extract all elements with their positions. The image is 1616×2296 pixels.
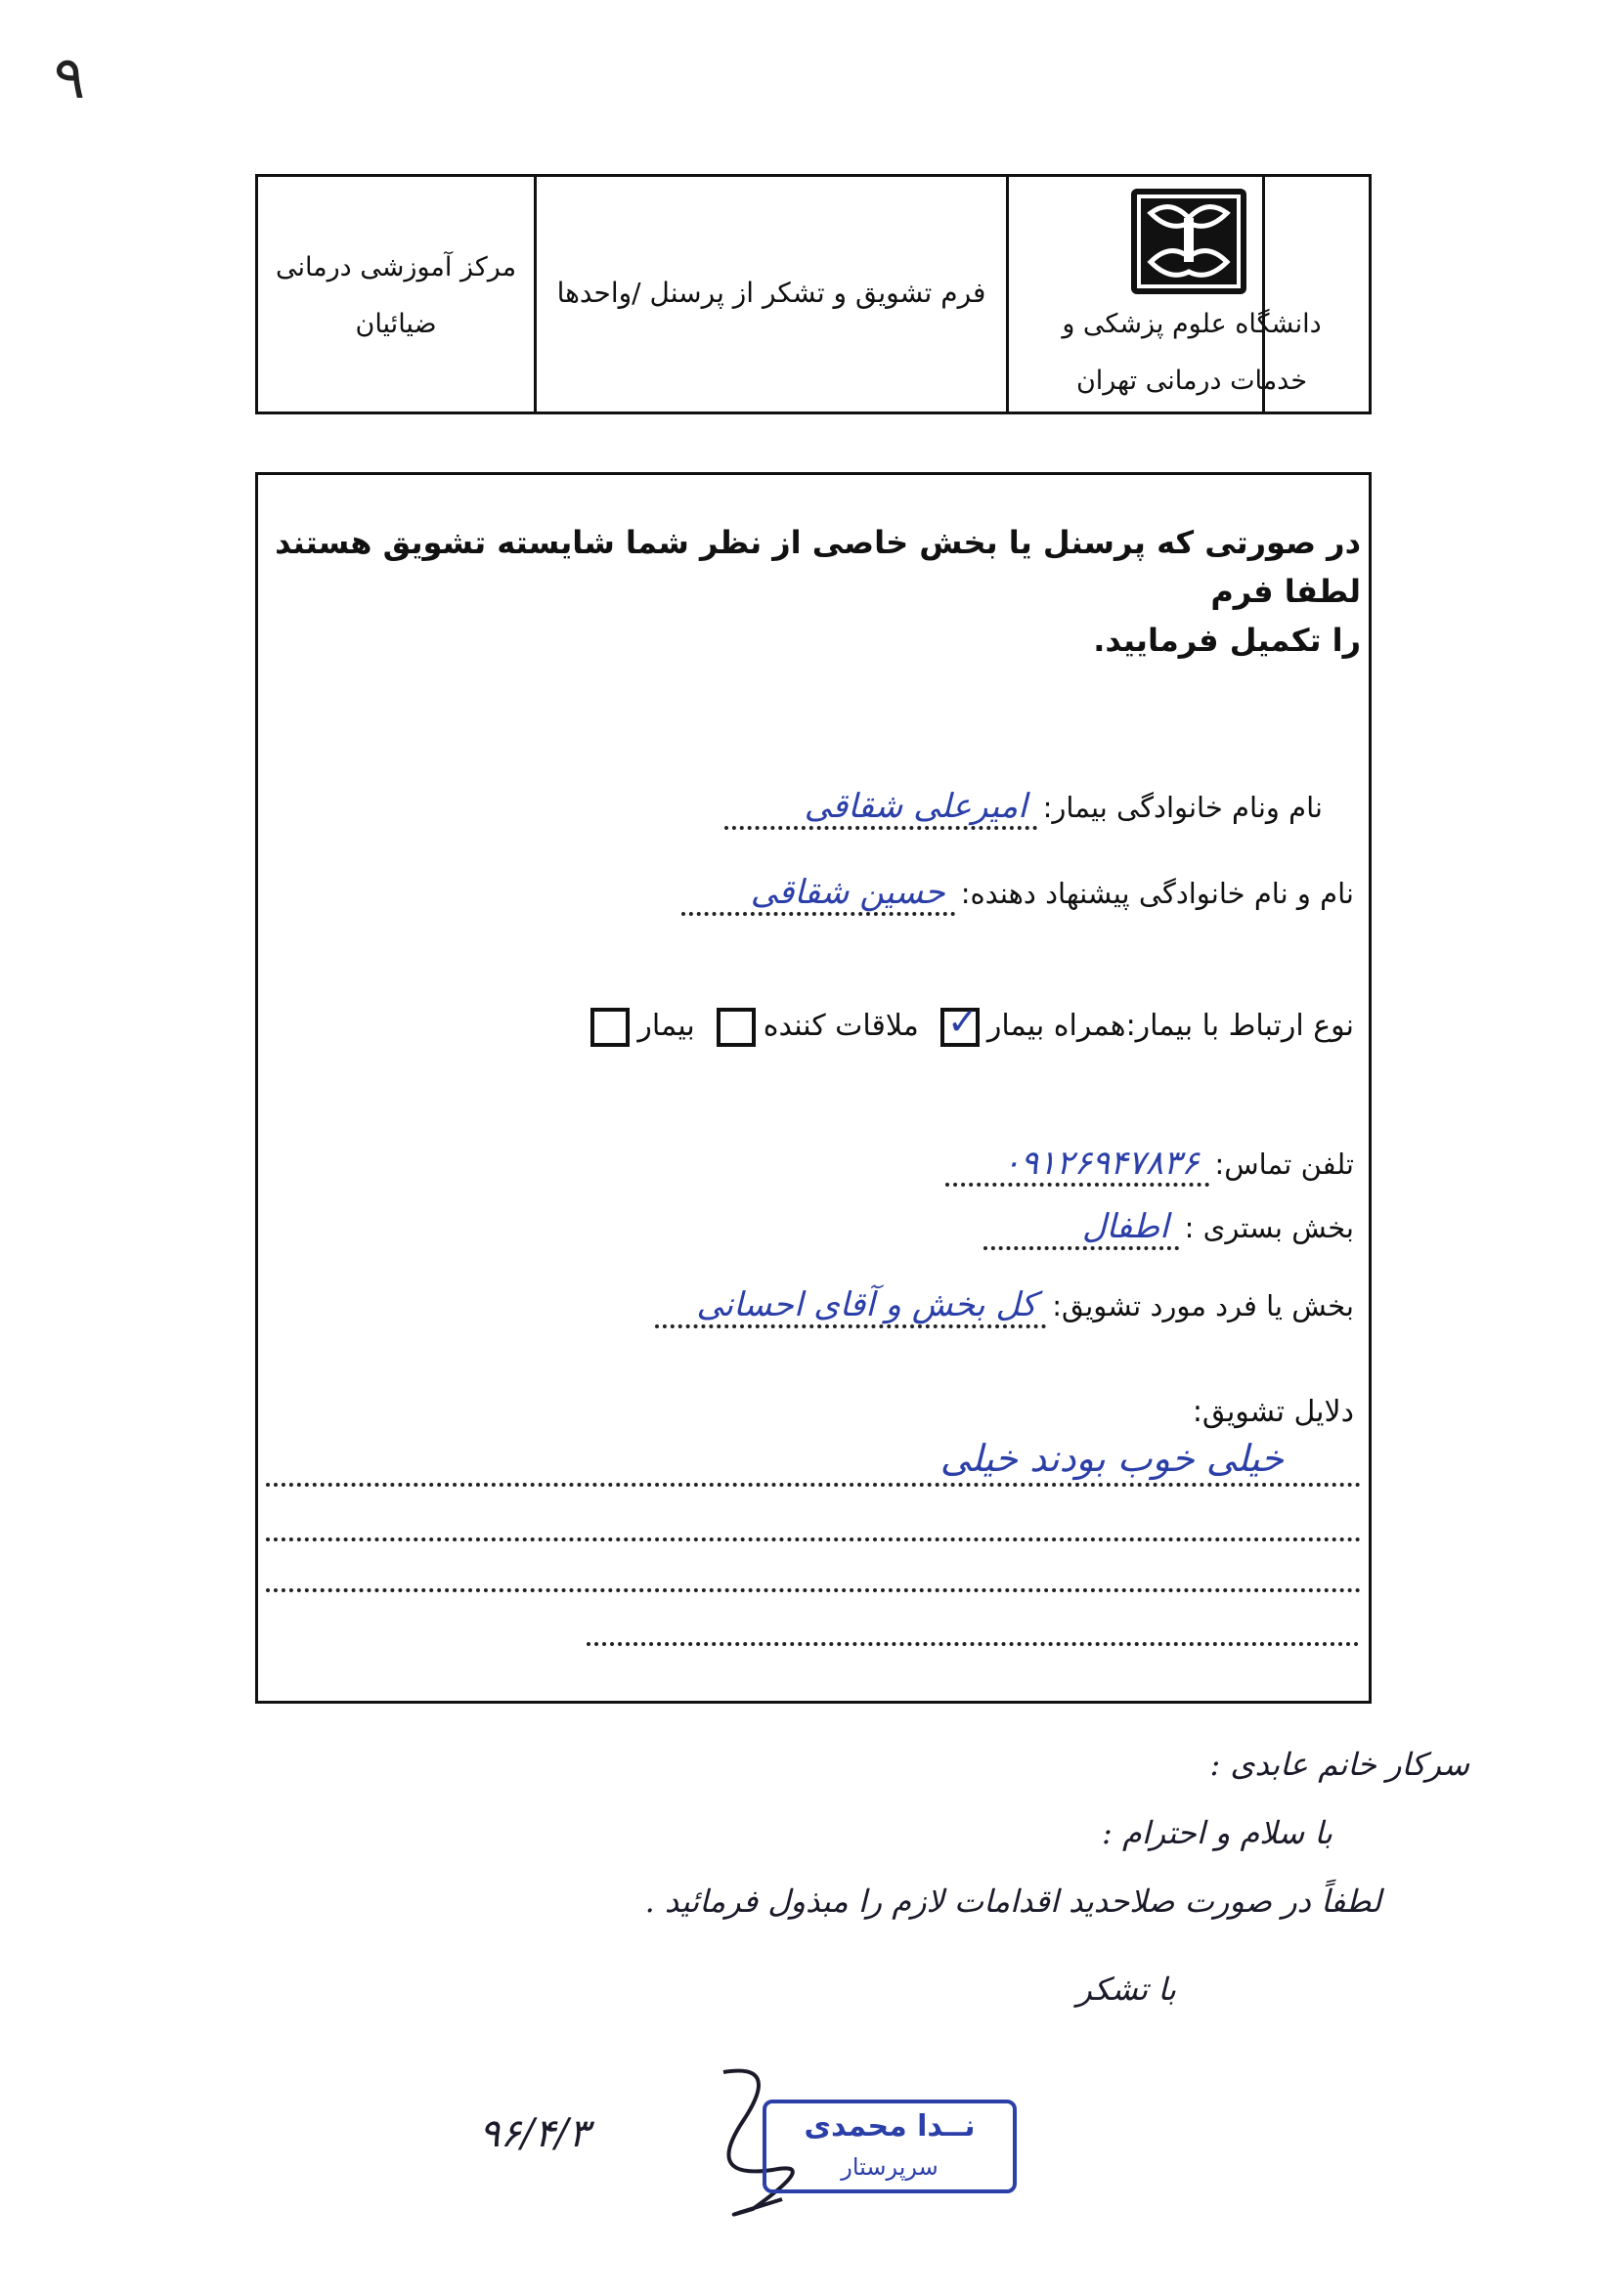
reason-dotted-line bbox=[266, 1588, 1361, 1592]
phone-row bbox=[945, 1144, 1354, 1187]
phone-value[interactable]: ۰۹۱۲۶۹۴۷۸۳۶ bbox=[945, 1144, 1209, 1187]
form-title: فرم تشویق و تشکر از پرسنل /واحدها bbox=[556, 277, 986, 309]
center-name-line: ضیائیان bbox=[355, 309, 437, 339]
suggester-name-value[interactable]: حسین شقاقی bbox=[681, 873, 955, 916]
intro-line: را تکمیل فرمایید. bbox=[1093, 622, 1361, 659]
reason-dotted-line bbox=[266, 1538, 1361, 1541]
center-name bbox=[258, 239, 534, 353]
stamp-name: نــدا محمدی bbox=[804, 2109, 976, 2144]
reason-dotted-line bbox=[587, 1642, 1359, 1646]
patient-name-label: نام ونام خانوادگی بیمار: bbox=[1042, 791, 1323, 824]
university-name-line: دانشگاه علوم پزشکی و bbox=[1062, 309, 1322, 339]
center-name-line: مرکز آموزشی درمانی bbox=[275, 252, 517, 282]
suggester-name-row bbox=[681, 873, 1354, 916]
relation-visitor-checkbox[interactable] bbox=[717, 1008, 756, 1047]
official-stamp bbox=[763, 2100, 1017, 2193]
university-name-line: خدمات درمانی تهران bbox=[1075, 366, 1308, 396]
ward-row bbox=[983, 1207, 1354, 1250]
note-line: لطفاً در صورت صلاحدید اقدامات لازم را مبذول فرمائید . bbox=[644, 1883, 1381, 1920]
note-line: سرکار خانم عابدی : bbox=[1209, 1746, 1469, 1783]
header-table bbox=[255, 174, 1372, 414]
relation-option-patient-label: بیمار bbox=[637, 1009, 695, 1043]
university-name bbox=[1011, 296, 1373, 410]
note-line: با تشکر bbox=[1076, 1971, 1176, 2008]
intro-text bbox=[266, 518, 1361, 665]
note-line: با سلام و احترام : bbox=[1102, 1814, 1332, 1851]
relation-patient-checkbox[interactable] bbox=[590, 1008, 630, 1047]
relation-row bbox=[583, 999, 1354, 1047]
handwritten-note bbox=[394, 1730, 1469, 2023]
form-body bbox=[255, 472, 1372, 1704]
target-label: بخش یا فرد مورد تشویق: bbox=[1052, 1289, 1354, 1322]
reasons-row bbox=[1193, 1393, 1354, 1432]
ward-label: بخش بستری : bbox=[1184, 1211, 1354, 1244]
relation-label: نوع ارتباط با بیمار: bbox=[1125, 1009, 1354, 1043]
relation-option-visitor-label: ملاقات کننده bbox=[763, 1009, 919, 1043]
patient-name-value[interactable]: امیرعلی شقاقی bbox=[724, 787, 1037, 830]
header-divider bbox=[1006, 177, 1009, 412]
stamp-role: سرپرستار bbox=[841, 2153, 939, 2181]
patient-name-row bbox=[724, 787, 1323, 830]
check-mark-icon: ✓ bbox=[946, 999, 979, 1043]
phone-label: تلفن تماس: bbox=[1214, 1148, 1354, 1181]
relation-companion-checkbox[interactable] bbox=[940, 999, 980, 1047]
reason-dotted-line bbox=[266, 1483, 1361, 1487]
university-logo bbox=[1131, 189, 1246, 294]
relation-option-companion-label: همراه بیمار bbox=[986, 1009, 1126, 1043]
suggester-name-label: نام و نام خانوادگی پیشنهاد دهنده: bbox=[960, 877, 1354, 910]
reasons-label: دلایل تشویق: bbox=[1192, 1395, 1354, 1429]
ward-value[interactable]: اطفال bbox=[983, 1207, 1179, 1250]
target-value[interactable]: کل بخش و آقای احسانی bbox=[655, 1285, 1046, 1328]
note-date: ۹۶/۴/۳ bbox=[479, 2111, 590, 2156]
target-row bbox=[655, 1285, 1354, 1328]
page-number-mark: ۹ bbox=[54, 44, 86, 112]
intro-line: در صورتی که پرسنل یا بخش خاصی از نظر شما شایسته تشویق هستند لطفا فرم bbox=[275, 524, 1361, 610]
reasons-value[interactable]: خیلی خوب بودند خیلی bbox=[939, 1437, 1284, 1480]
